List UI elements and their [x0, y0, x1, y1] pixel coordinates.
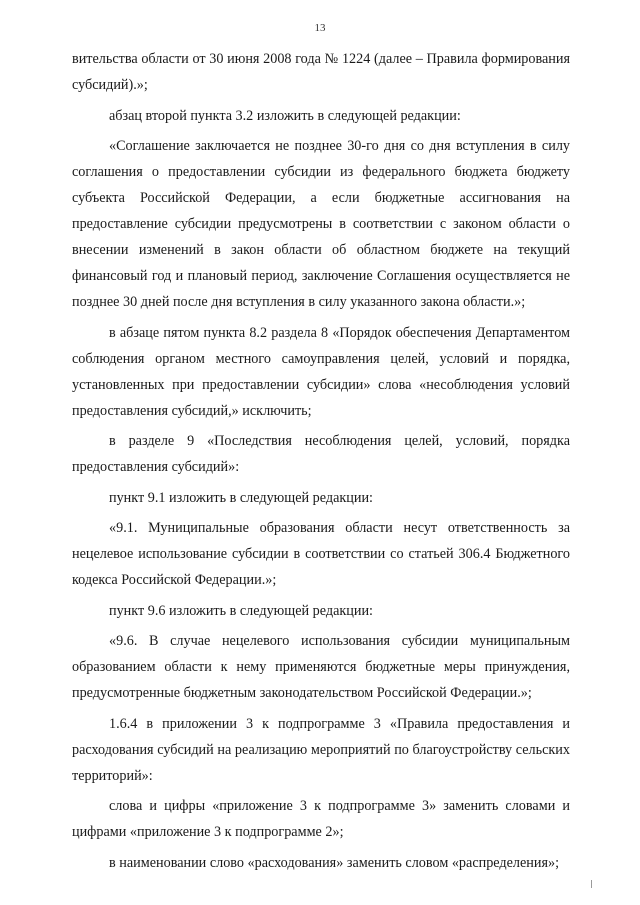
paragraph: слова и цифры «приложение 3 к подпрограмме 3» заменить словами и цифрами «приложение 3 к подпрограмме 2»;	[72, 798, 570, 840]
paragraph: «9.6. В случае нецелевого использования субсидии муниципальным образованием области к нему применяются бюджетные меры принуждения, предусмотренные бюджетным законодательством Российской Федерации.»;	[72, 633, 570, 701]
paragraph: «Соглашение заключается не позднее 30-го дня со дня вступления в силу соглашения о предоставлении субсидии из федерального бюджета бюджету субъекта Российской Федерации, а если бюджетные ассигнования на предоставление субсидии предусмотрены в соответствии с законом области о внесении изменений в закон области об областном бюджете на текущий финансовый год и плановый период, заключение Соглашения осуществляется не позднее 30 дней после дня вступления в силу указанного закона области.»;	[72, 138, 570, 310]
paragraph: в разделе 9 «Последствия несоблюдения целей, условий, порядка предоставления субсидий»:	[72, 433, 570, 475]
paragraph-continuation: вительства области от 30 июня 2008 года № 1224 (далее – Правила формирования субсидий).»;	[72, 51, 570, 93]
paragraph: пункт 9.6 изложить в следующей редакции:	[109, 602, 373, 619]
paragraph: абзац второй пункта 3.2 изложить в следующей редакции:	[109, 107, 461, 124]
paragraph: в наименовании слово «расходования» заменить словом «распределения»;	[109, 854, 560, 871]
page-number: 13	[314, 22, 326, 34]
scan-mark	[591, 880, 592, 888]
paragraph: пункт 9.1 изложить в следующей редакции:	[109, 489, 373, 506]
paragraph: 1.6.4 в приложении 3 к подпрограмме 3 «Правила предоставления и расходования субсидий на реализацию мероприятий по благоустройству сельских территорий»:	[72, 715, 570, 784]
document-body	[72, 46, 570, 880]
paragraph: в абзаце пятом пункта 8.2 раздела 8 «Порядок обеспечения Департаментом соблюдения органом местного самоуправления целей, условий и порядка, установленных при предоставлении субсидии» слова «несоблюдения условий предоставления субсидий,» исключить;	[72, 324, 570, 419]
paragraph: «9.1. Муниципальные образования области несут ответственность за нецелевое использование субсидии в соответствии со статьей 306.4 Бюджетного кодекса Российской Федерации.»;	[72, 520, 570, 588]
